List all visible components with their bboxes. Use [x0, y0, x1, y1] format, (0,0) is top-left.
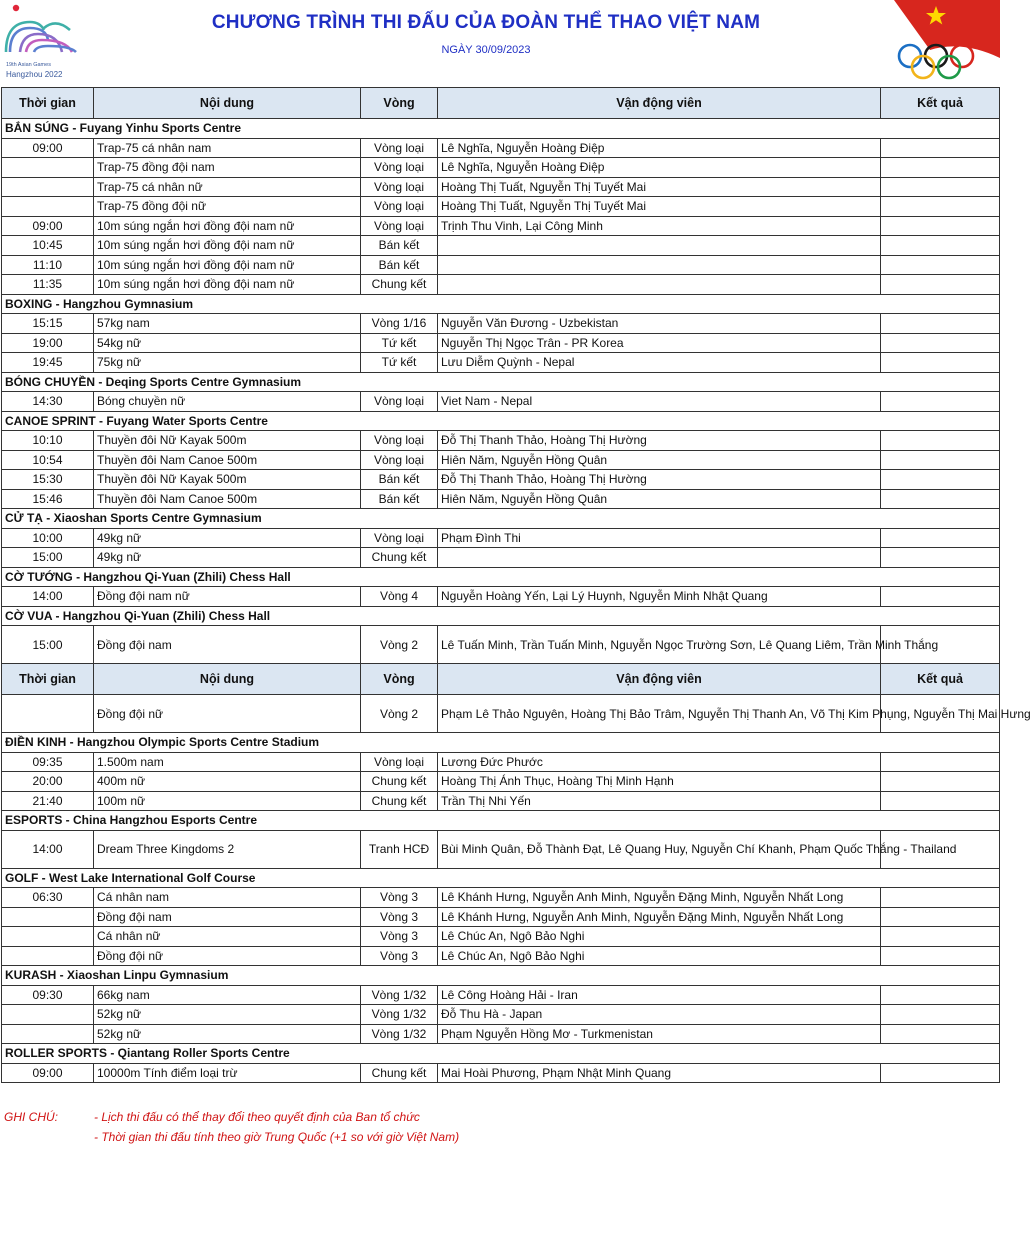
time-header: Thời gian [2, 664, 94, 695]
venue-title: ROLLER SPORTS - Qiantang Roller Sports Centre [2, 1044, 1000, 1064]
venue-row [2, 733, 1000, 753]
table-row [2, 907, 1000, 927]
athletes-cell: Nguyễn Văn Đương - Uzbekistan [438, 314, 881, 334]
time-cell: 14:30 [2, 392, 94, 412]
time-cell: 09:00 [2, 1063, 94, 1083]
event-cell: 10m súng ngắn hơi đồng đội nam nữ [94, 236, 361, 256]
event-cell: 52kg nữ [94, 1005, 361, 1025]
result-cell [881, 927, 1000, 947]
event-cell: 1.500m nam [94, 752, 361, 772]
event-cell: Trap-75 cá nhân nam [94, 138, 361, 158]
event-cell: Thuyền đôi Nam Canoe 500m [94, 489, 361, 509]
result-cell [881, 392, 1000, 412]
event-cell: Cá nhân nữ [94, 927, 361, 947]
athletes-cell: Mai Hoài Phương, Phạm Nhật Minh Quang [438, 1063, 881, 1083]
event-cell: Đồng đội nam [94, 626, 361, 664]
venue-row [2, 119, 1000, 139]
round-header: Vòng [361, 88, 438, 119]
time-cell: 15:30 [2, 470, 94, 490]
athletes-cell: Trần Thị Nhi Yến [438, 791, 881, 811]
round-cell: Vòng 3 [361, 927, 438, 947]
event-cell: Đồng đội nữ [94, 946, 361, 966]
athletes-cell: Đỗ Thị Thanh Thảo, Hoàng Thị Hường [438, 431, 881, 451]
athletes-cell: Phạm Nguyễn Hồng Mơ - Turkmenistan [438, 1024, 881, 1044]
round-cell: Vòng loại [361, 528, 438, 548]
table-row [2, 695, 1000, 733]
event-cell: 52kg nữ [94, 1024, 361, 1044]
round-cell: Chung kết [361, 772, 438, 792]
time-cell [2, 1005, 94, 1025]
table-row [2, 314, 1000, 334]
time-header: Thời gian [2, 88, 94, 119]
round-cell: Vòng 1/32 [361, 985, 438, 1005]
time-cell: 19:45 [2, 353, 94, 373]
table-row [2, 431, 1000, 451]
athletes-cell: Lê Chúc An, Ngô Bảo Nghi [438, 946, 881, 966]
result-cell [881, 138, 1000, 158]
venue-row [2, 567, 1000, 587]
table-row [2, 587, 1000, 607]
event-cell: Bóng chuyền nữ [94, 392, 361, 412]
result-cell [881, 489, 1000, 509]
table-row [2, 1024, 1000, 1044]
time-cell: 19:00 [2, 333, 94, 353]
venue-row [2, 606, 1000, 626]
round-cell: Bán kết [361, 255, 438, 275]
event-header: Nội dung [94, 88, 361, 119]
table-row [2, 489, 1000, 509]
round-cell: Tranh HCĐ [361, 830, 438, 868]
venue-row [2, 509, 1000, 529]
round-cell: Vòng 2 [361, 626, 438, 664]
table-row [2, 626, 1000, 664]
table-row [2, 236, 1000, 256]
result-cell [881, 177, 1000, 197]
result-cell [881, 1005, 1000, 1025]
table-row [2, 255, 1000, 275]
round-cell: Chung kết [361, 791, 438, 811]
result-cell [881, 548, 1000, 568]
result-cell [881, 888, 1000, 908]
result-cell [881, 1024, 1000, 1044]
event-cell: 54kg nữ [94, 333, 361, 353]
athletes-cell: Hoàng Thị Tuất, Nguyễn Thị Tuyết Mai [438, 197, 881, 217]
column-header-row [2, 664, 1000, 695]
athletes-cell [438, 275, 881, 295]
time-cell: 11:10 [2, 255, 94, 275]
logo-caption-2: Hangzhou 2022 [6, 70, 63, 79]
athletes-cell: Lê Chúc An, Ngô Bảo Nghi [438, 927, 881, 947]
time-cell: 10:10 [2, 431, 94, 451]
table-row [2, 752, 1000, 772]
table-row [2, 138, 1000, 158]
event-cell: Thuyền đôi Nữ Kayak 500m [94, 431, 361, 451]
time-cell: 15:00 [2, 626, 94, 664]
event-cell: 10m súng ngắn hơi đồng đội nam nữ [94, 255, 361, 275]
event-cell: Trap-75 cá nhân nữ [94, 177, 361, 197]
athletes-cell: Lưu Diễm Quỳnh - Nepal [438, 353, 881, 373]
round-cell: Vòng 2 [361, 695, 438, 733]
event-cell: 10000m Tính điểm loại trừ [94, 1063, 361, 1083]
notes-label: GHI CHÚ: [4, 1110, 58, 1124]
round-header: Vòng [361, 664, 438, 695]
venue-title: BẮN SÚNG - Fuyang Yinhu Sports Centre [2, 119, 1000, 139]
round-cell: Vòng loại [361, 752, 438, 772]
result-cell [881, 587, 1000, 607]
athletes-cell [438, 548, 881, 568]
time-cell: 10:54 [2, 450, 94, 470]
table-row [2, 1063, 1000, 1083]
page-header [0, 0, 1000, 86]
venue-row [2, 811, 1000, 831]
table-row [2, 216, 1000, 236]
time-cell: 09:30 [2, 985, 94, 1005]
time-cell: 21:40 [2, 791, 94, 811]
round-cell: Vòng loại [361, 392, 438, 412]
table-row [2, 1005, 1000, 1025]
result-cell [881, 333, 1000, 353]
time-cell [2, 158, 94, 178]
event-cell: Dream Three Kingdoms 2 [94, 830, 361, 868]
event-cell: Đồng đội nam [94, 907, 361, 927]
round-cell: Vòng loại [361, 216, 438, 236]
page-date: NGÀY 30/09/2023 [441, 44, 531, 56]
table-row [2, 528, 1000, 548]
table-row [2, 888, 1000, 908]
vietnam-olympic-logo [892, 0, 1000, 82]
result-cell [881, 907, 1000, 927]
venue-row [2, 966, 1000, 986]
athletes-cell: Lê Công Hoàng Hải - Iran [438, 985, 881, 1005]
venue-row [2, 372, 1000, 392]
venue-title: CANOE SPRINT - Fuyang Water Sports Centre [2, 411, 1000, 431]
result-cell [881, 772, 1000, 792]
time-cell: 06:30 [2, 888, 94, 908]
athletes-cell: Trịnh Thu Vinh, Lại Công Minh [438, 216, 881, 236]
time-cell: 10:00 [2, 528, 94, 548]
round-cell: Vòng loại [361, 197, 438, 217]
schedule-body [2, 88, 1031, 1083]
round-cell: Chung kết [361, 1063, 438, 1083]
table-row [2, 772, 1000, 792]
venue-title: ĐIỀN KINH - Hangzhou Olympic Sports Centre Stadium [2, 733, 1000, 753]
venue-title: CỜ VUA - Hangzhou Qi-Yuan (Zhili) Chess Hall [2, 606, 1000, 626]
table-row [2, 197, 1000, 217]
athletes-cell: Hoàng Thị Ánh Thục, Hoàng Thị Minh Hạnh [438, 772, 881, 792]
time-cell: 14:00 [2, 587, 94, 607]
time-cell [2, 177, 94, 197]
venue-row [2, 294, 1000, 314]
event-cell: 49kg nữ [94, 548, 361, 568]
column-header-row [2, 88, 1000, 119]
time-cell [2, 946, 94, 966]
event-cell: 10m súng ngắn hơi đồng đội nam nữ [94, 216, 361, 236]
round-cell: Vòng 3 [361, 888, 438, 908]
time-cell: 09:00 [2, 216, 94, 236]
result-cell [881, 431, 1000, 451]
athletes-cell: Đỗ Thu Hà - Japan [438, 1005, 881, 1025]
round-cell: Vòng 3 [361, 946, 438, 966]
athletes-cell: Bùi Minh Quân, Đỗ Thành Đạt, Lê Quang Huy, Nguyễn Chí Khanh, Phạm Quốc Thắng - Thailand [438, 830, 881, 868]
round-cell: Chung kết [361, 548, 438, 568]
athletes-cell: Hiên Năm, Nguyễn Hồng Quân [438, 450, 881, 470]
table-row [2, 275, 1000, 295]
venue-title: GOLF - West Lake International Golf Course [2, 868, 1000, 888]
venue-row [2, 411, 1000, 431]
time-cell: 09:00 [2, 138, 94, 158]
result-cell [881, 197, 1000, 217]
result-cell [881, 236, 1000, 256]
result-cell [881, 791, 1000, 811]
result-cell [881, 752, 1000, 772]
result-cell [881, 314, 1000, 334]
result-header: Kết quả [881, 664, 1000, 695]
round-cell: Vòng loại [361, 158, 438, 178]
result-cell [881, 528, 1000, 548]
time-cell [2, 927, 94, 947]
round-cell: Vòng 1/32 [361, 1024, 438, 1044]
athletes-header: Vận động viên [438, 664, 881, 695]
table-row [2, 158, 1000, 178]
round-cell: Vòng loại [361, 431, 438, 451]
result-cell [881, 946, 1000, 966]
event-cell: Đồng đội nữ [94, 695, 361, 733]
event-cell: Thuyền đôi Nam Canoe 500m [94, 450, 361, 470]
event-cell: 49kg nữ [94, 528, 361, 548]
venue-title: CỬ TẠ - Xiaoshan Sports Centre Gymnasium [2, 509, 1000, 529]
athletes-cell [438, 255, 881, 275]
table-row [2, 333, 1000, 353]
event-cell: 100m nữ [94, 791, 361, 811]
table-row [2, 450, 1000, 470]
result-cell [881, 1063, 1000, 1083]
athletes-cell: Lê Nghĩa, Nguyễn Hoàng Điệp [438, 138, 881, 158]
time-cell: 15:15 [2, 314, 94, 334]
table-row [2, 830, 1000, 868]
round-cell: Vòng 3 [361, 907, 438, 927]
athletes-cell: Lê Khánh Hưng, Nguyễn Anh Minh, Nguyễn Đặng Minh, Nguyễn Nhất Long [438, 907, 881, 927]
venue-row [2, 868, 1000, 888]
time-cell [2, 197, 94, 217]
event-cell: 75kg nữ [94, 353, 361, 373]
result-header: Kết quả [881, 88, 1000, 119]
event-cell: 10m súng ngắn hơi đồng đội nam nữ [94, 275, 361, 295]
venue-row [2, 1044, 1000, 1064]
round-cell: Vòng loại [361, 177, 438, 197]
round-cell: Bán kết [361, 236, 438, 256]
event-cell: 57kg nam [94, 314, 361, 334]
logo-caption-1: 19th Asian Games [6, 62, 51, 68]
event-cell: 66kg nam [94, 985, 361, 1005]
athletes-cell: Nguyễn Hoàng Yến, Lại Lý Huynh, Nguyễn Minh Nhật Quang [438, 587, 881, 607]
table-row [2, 470, 1000, 490]
athletes-cell: Hoàng Thị Tuất, Nguyễn Thị Tuyết Mai [438, 177, 881, 197]
result-cell [881, 255, 1000, 275]
result-cell [881, 275, 1000, 295]
table-row [2, 791, 1000, 811]
time-cell [2, 1024, 94, 1044]
table-row [2, 353, 1000, 373]
time-cell: 09:35 [2, 752, 94, 772]
round-cell: Vòng 4 [361, 587, 438, 607]
table-row [2, 985, 1000, 1005]
athletes-cell: Phạm Đình Thi [438, 528, 881, 548]
athletes-cell: Đỗ Thị Thanh Thảo, Hoàng Thị Hường [438, 470, 881, 490]
time-cell: 10:45 [2, 236, 94, 256]
olympic-flag-icon [892, 0, 1000, 82]
round-cell: Bán kết [361, 489, 438, 509]
round-cell: Vòng 1/32 [361, 1005, 438, 1025]
page-title: CHƯƠNG TRÌNH THI ĐẤU CỦA ĐOÀN THỂ THAO VIỆT NAM [211, 12, 761, 33]
round-cell: Tứ kết [361, 353, 438, 373]
result-cell [881, 985, 1000, 1005]
result-cell [881, 470, 1000, 490]
athletes-cell: Phạm Lê Thảo Nguyên, Hoàng Thị Bảo Trâm, Nguyễn Thị Thanh An, Võ Thị Kim Phụng, Nguyễn Thị Mai Hưng [438, 695, 881, 733]
athletes-cell: Lê Tuấn Minh, Trần Tuấn Minh, Nguyễn Ngọc Trường Sơn, Lê Quang Liêm, Trần Minh Thắng [438, 626, 881, 664]
round-cell: Vòng loại [361, 450, 438, 470]
athletes-cell: Lê Khánh Hưng, Nguyễn Anh Minh, Nguyễn Đặng Minh, Nguyễn Nhất Long [438, 888, 881, 908]
athletes-cell: Lương Đức Phước [438, 752, 881, 772]
event-cell: Cá nhân nam [94, 888, 361, 908]
venue-title: CỜ TƯỚNG - Hangzhou Qi-Yuan (Zhili) Chess Hall [2, 567, 1000, 587]
venue-title: BÓNG CHUYỀN - Deqing Sports Centre Gymnasium [2, 372, 1000, 392]
time-cell: 15:00 [2, 548, 94, 568]
event-cell: 400m nữ [94, 772, 361, 792]
table-row [2, 946, 1000, 966]
event-header: Nội dung [94, 664, 361, 695]
venue-title: ESPORTS - China Hangzhou Esports Centre [2, 811, 1000, 831]
time-cell: 14:00 [2, 830, 94, 868]
round-cell: Tứ kết [361, 333, 438, 353]
round-cell: Bán kết [361, 470, 438, 490]
time-cell: 11:35 [2, 275, 94, 295]
athletes-cell: Hiên Năm, Nguyễn Hồng Quân [438, 489, 881, 509]
round-cell: Vòng loại [361, 138, 438, 158]
time-cell [2, 695, 94, 733]
time-cell [2, 907, 94, 927]
result-cell [881, 216, 1000, 236]
venue-title: KURASH - Xiaoshan Linpu Gymnasium [2, 966, 1000, 986]
event-cell: Trap-75 đồng đội nam [94, 158, 361, 178]
athletes-cell: Nguyễn Thị Ngọc Trân - PR Korea [438, 333, 881, 353]
note-item: - Thời gian thi đấu tính theo giờ Trung Quốc (+1 so với giờ Việt Nam) [94, 1130, 460, 1144]
time-cell: 20:00 [2, 772, 94, 792]
round-cell: Vòng 1/16 [361, 314, 438, 334]
table-row [2, 927, 1000, 947]
result-cell [881, 158, 1000, 178]
event-cell: Thuyền đôi Nữ Kayak 500m [94, 470, 361, 490]
venue-title: BOXING - Hangzhou Gymnasium [2, 294, 1000, 314]
athletes-header: Vận động viên [438, 88, 881, 119]
result-cell [881, 353, 1000, 373]
event-cell: Trap-75 đồng đội nữ [94, 197, 361, 217]
athletes-cell: Viet Nam - Nepal [438, 392, 881, 412]
note-item: - Lịch thi đấu có thể thay đổi theo quyết định của Ban tổ chức [94, 1110, 420, 1124]
table-row [2, 177, 1000, 197]
round-cell: Chung kết [361, 275, 438, 295]
table-row [2, 392, 1000, 412]
table-row [2, 548, 1000, 568]
result-cell [881, 450, 1000, 470]
athletes-cell: Lê Nghĩa, Nguyễn Hoàng Điệp [438, 158, 881, 178]
event-cell: Đồng đội nam nữ [94, 587, 361, 607]
athletes-cell [438, 236, 881, 256]
schedule-table [1, 87, 1031, 1083]
time-cell: 15:46 [2, 489, 94, 509]
